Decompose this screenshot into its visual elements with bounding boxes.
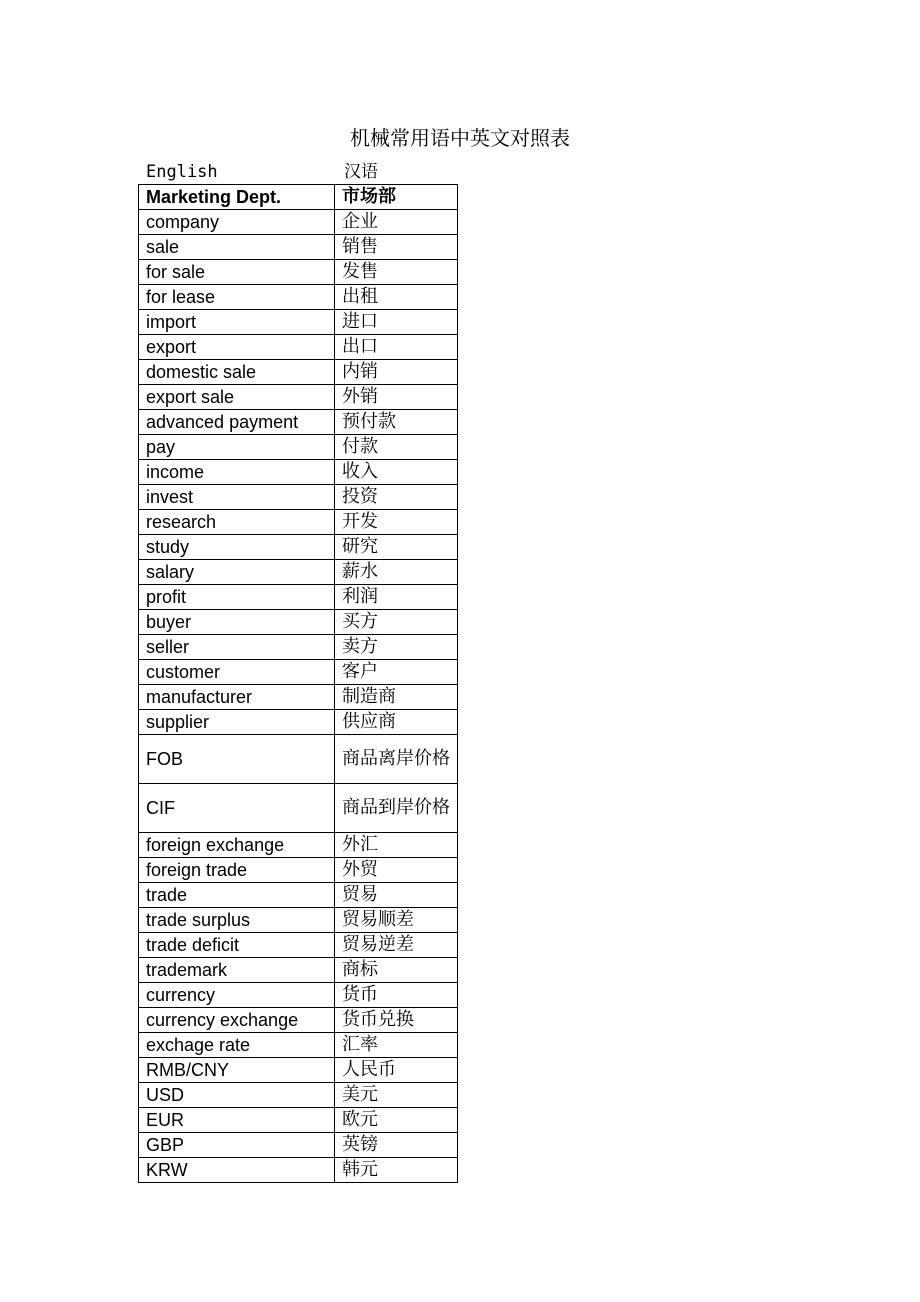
section-header-chinese: 市场部 [335,185,458,210]
table-row [139,1107,458,1132]
term-chinese: 供应商 [335,710,458,735]
table-row [139,460,458,485]
term-english: export [139,335,335,360]
term-chinese: 人民币 [335,1057,458,1082]
table-row [139,685,458,710]
table-row [139,982,458,1007]
term-chinese: 进口 [335,310,458,335]
term-chinese: 研究 [335,535,458,560]
term-english: seller [139,635,335,660]
term-english: FOB [139,735,335,784]
term-english: currency exchange [139,1007,335,1032]
term-english: EUR [139,1107,335,1132]
table-row [139,585,458,610]
glossary-body [139,185,458,1183]
term-chinese: 贸易顺差 [335,907,458,932]
term-english: customer [139,660,335,685]
term-english: trade [139,882,335,907]
term-english: sale [139,235,335,260]
term-chinese: 卖方 [335,635,458,660]
term-english: exchage rate [139,1032,335,1057]
term-english: for sale [139,260,335,285]
table-row [139,235,458,260]
page-title: 机械常用语中英文对照表 [350,126,570,150]
term-english: for lease [139,285,335,310]
term-chinese: 发售 [335,260,458,285]
table-row [139,1057,458,1082]
term-english: RMB/CNY [139,1057,335,1082]
term-english: supplier [139,710,335,735]
term-chinese: 外汇 [335,832,458,857]
column-header-chinese: 汉语 [344,162,378,182]
table-row [139,260,458,285]
term-chinese: 商品到岸价格 [335,783,458,832]
term-chinese: 内销 [335,360,458,385]
table-row [139,1132,458,1157]
table-row [139,510,458,535]
term-chinese: 开发 [335,510,458,535]
term-english: manufacturer [139,685,335,710]
term-chinese: 外销 [335,385,458,410]
term-chinese: 收入 [335,460,458,485]
term-chinese: 出口 [335,335,458,360]
table-row [139,610,458,635]
term-english: GBP [139,1132,335,1157]
table-row [139,857,458,882]
term-chinese: 货币兑换 [335,1007,458,1032]
term-chinese: 预付款 [335,410,458,435]
term-chinese: 汇率 [335,1032,458,1057]
term-chinese: 付款 [335,435,458,460]
term-english: KRW [139,1157,335,1182]
table-row [139,335,458,360]
term-chinese: 客户 [335,660,458,685]
term-english: salary [139,560,335,585]
term-english: foreign trade [139,857,335,882]
term-english: import [139,310,335,335]
table-row [139,1032,458,1057]
table-row [139,735,458,784]
term-chinese: 欧元 [335,1107,458,1132]
table-row [139,957,458,982]
table-row [139,907,458,932]
table-row [139,1082,458,1107]
term-chinese: 企业 [335,210,458,235]
table-row [139,210,458,235]
table-row [139,1007,458,1032]
table-row [139,882,458,907]
term-chinese: 销售 [335,235,458,260]
table-row [139,783,458,832]
term-english: research [139,510,335,535]
term-english: currency [139,982,335,1007]
term-english: domestic sale [139,360,335,385]
table-row [139,535,458,560]
term-chinese: 利润 [335,585,458,610]
term-chinese: 商标 [335,957,458,982]
term-chinese: 美元 [335,1082,458,1107]
table-row [139,360,458,385]
table-row [139,560,458,585]
term-english: invest [139,485,335,510]
table-row [139,635,458,660]
term-english: export sale [139,385,335,410]
table-row [139,832,458,857]
term-chinese: 外贸 [335,857,458,882]
table-row [139,310,458,335]
term-english: income [139,460,335,485]
glossary-table [138,184,458,1183]
term-english: trade surplus [139,907,335,932]
table-row [139,485,458,510]
term-chinese: 制造商 [335,685,458,710]
term-chinese: 商品离岸价格 [335,735,458,784]
term-chinese: 薪水 [335,560,458,585]
table-row [139,410,458,435]
table-row [139,932,458,957]
term-english: pay [139,435,335,460]
table-row [139,660,458,685]
term-english: profit [139,585,335,610]
term-english: study [139,535,335,560]
term-english: trademark [139,957,335,982]
term-english: CIF [139,783,335,832]
table-row [139,385,458,410]
term-english: USD [139,1082,335,1107]
term-english: advanced payment [139,410,335,435]
column-header-english: English [146,162,218,182]
table-row [139,1157,458,1182]
table-row [139,435,458,460]
term-english: trade deficit [139,932,335,957]
table-row [139,710,458,735]
term-chinese: 贸易逆差 [335,932,458,957]
term-english: company [139,210,335,235]
term-chinese: 英镑 [335,1132,458,1157]
term-chinese: 贸易 [335,882,458,907]
term-chinese: 投资 [335,485,458,510]
term-english: buyer [139,610,335,635]
section-header-english: Marketing Dept. [139,185,335,210]
term-chinese: 货币 [335,982,458,1007]
term-chinese: 出租 [335,285,458,310]
term-english: foreign exchange [139,832,335,857]
term-chinese: 韩元 [335,1157,458,1182]
term-chinese: 买方 [335,610,458,635]
section-header-row [139,185,458,210]
table-row [139,285,458,310]
